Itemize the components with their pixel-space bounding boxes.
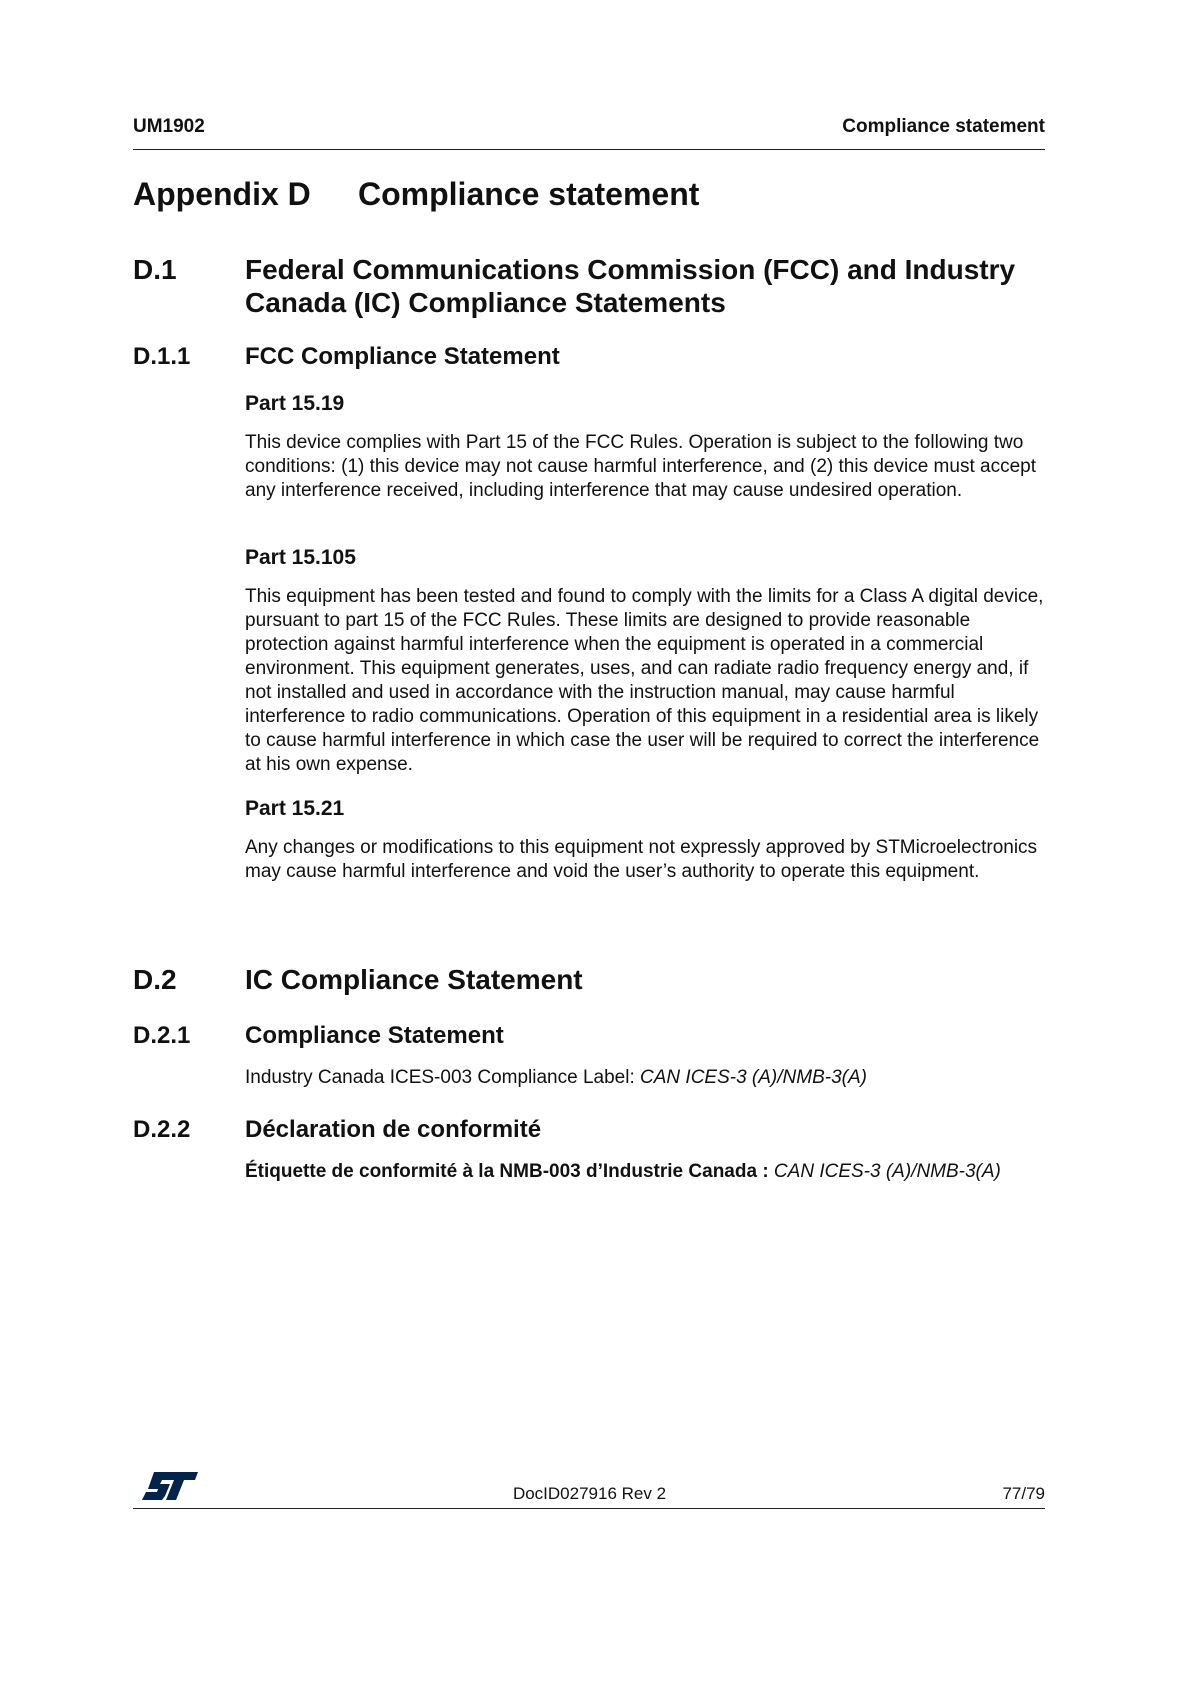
part-15-105-heading: Part 15.105: [245, 546, 356, 569]
d22-label-value: CAN ICES-3 (A)/NMB-3(A): [773, 1161, 1001, 1182]
part-15-105-text: This equipment has been tested and found to comply with the limits for a Class A digital device, pursuant to part 15 of the FCC Rules. These limits are designed to provide reasonable protection against harmful interference when the equipment is operated in a commercial environment. This equipment generates, uses, and can radiate radio frequency energy and, if not installed and used in accordance with the instruction manual, may cause harmful interference to radio communications. Operation of this equipment in a residential area is likely to cause harmful interference in which case the user will be required to correct the interference at his own expense.: [245, 586, 1044, 775]
header-rule: [133, 149, 1045, 150]
section-d2-number: D.2: [133, 964, 177, 995]
footer-doc-id: DocID027916 Rev 2: [512, 1484, 667, 1503]
section-d1-title: Federal Communications Commission (FCC) and Industry Canada (IC) Compliance Statements: [245, 254, 1016, 318]
part-15-21-heading: Part 15.21: [245, 797, 345, 820]
appendix-number: Appendix D: [133, 176, 311, 212]
part-15-19-text: This device complies with Part 15 of the FCC Rules. Operation is subject to the following two conditions: (1) this device may not cause harmful interference, and (2) this device must accept any interference received, including interference that may cause undesired operation.: [245, 432, 1036, 501]
appendix-title: Compliance statement: [358, 176, 700, 212]
appendix-heading: [133, 176, 699, 213]
d22-label-text: Étiquette de conformité à la NMB-003 d’Industrie Canada :: [245, 1161, 774, 1182]
footer-page-number: 77/79: [1002, 1484, 1045, 1503]
header-section-title: Compliance statement: [842, 116, 1045, 137]
section-d21-number: D.2.1: [133, 1022, 191, 1049]
section-d22-title: Déclaration de conformité: [245, 1116, 542, 1143]
section-d11-title: FCC Compliance Statement: [245, 343, 560, 370]
part-15-21-text: Any changes or modifications to this equipment not expressly approved by STMicroelectronics may cause harmful interference and void the user’s authority to operate this equipment.: [245, 837, 1038, 882]
section-d11-number: D.1.1: [133, 343, 191, 370]
d21-label-text: Industry Canada ICES-003 Compliance Label:: [245, 1067, 641, 1088]
footer-rule: [133, 1508, 1045, 1509]
d21-compliance-label: [245, 1066, 1047, 1090]
section-d1-number: D.1: [133, 254, 177, 285]
section-d2-title: IC Compliance Statement: [245, 964, 583, 995]
section-d22-number: D.2.2: [133, 1116, 191, 1143]
part-15-19-heading: Part 15.19: [245, 392, 345, 415]
d21-label-value: CAN ICES-3 (A)/NMB-3(A): [640, 1067, 867, 1088]
d22-compliance-label: [245, 1160, 1047, 1184]
header-doc-code: UM1902: [133, 116, 205, 137]
section-d21-title: Compliance Statement: [245, 1022, 504, 1049]
